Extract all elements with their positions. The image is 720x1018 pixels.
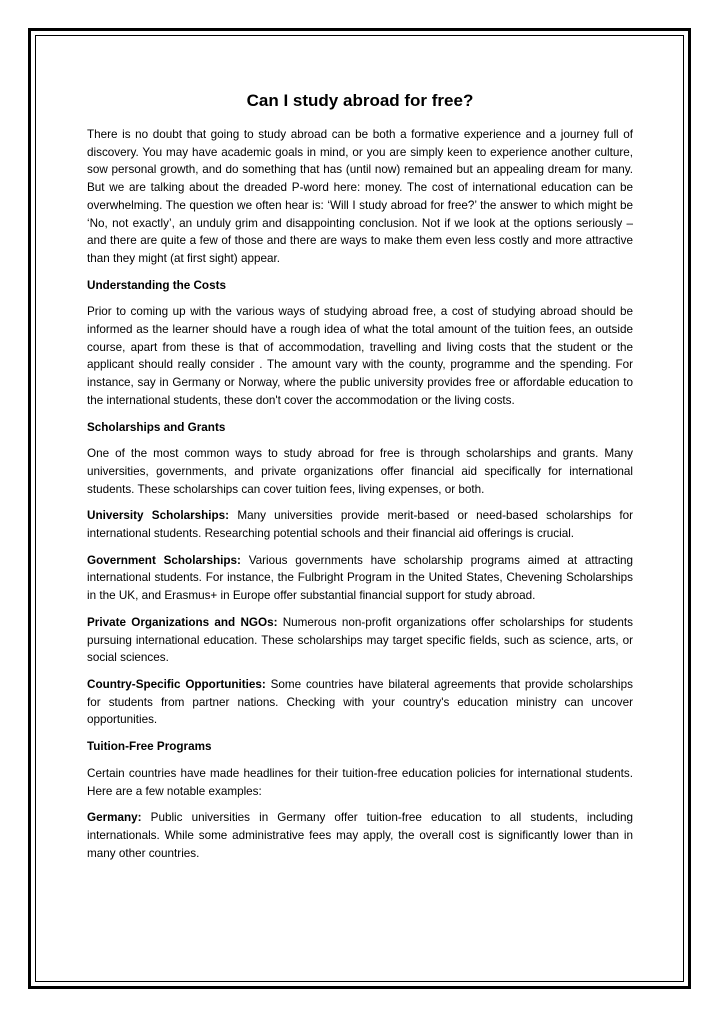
scholarships-paragraph: One of the most common ways to study abroad for free is through scholarships and grants. Many universities, governments, and private organizations offer financial aid specifically for international students. These scholarships can cover tuition fees, living expenses, or both. [87,447,633,496]
tuition-free-item-text: Public universities in Germany offer tuition-free education to all students, including internationals. While some administrative fees may apply, the overall cost is significantly lower than in many other countries. [87,811,633,860]
scholarship-item-label: Government Scholarships: [87,553,241,567]
tuition-free-paragraph: Certain countries have made headlines for their tuition-free education policies for international students. Here are a few notable examples: [87,766,633,798]
tuition-free-item-germany [87,809,633,862]
section-heading-costs: Understanding the Costs [87,278,226,292]
costs-paragraph: Prior to coming up with the various ways of studying abroad free, a cost of studying abroad should be informed as the learner should have a rough idea of what the total amount of the tuition fees, an outside course, apart from these is that of accommodation, travelling and living costs that the student or the applicant should really consider . The amount vary with the county, programme and the spending. For instance, say in Germany or Norway, where the public university provides free or affordable education to the international students, these don't cover the accommodation or the living costs. [87,305,633,407]
scholarship-item-government [87,552,633,605]
scholarship-item-text: Numerous non-profit organizations offer scholarships for students pursuing international education. These scholarships may target specific fields, such as science, arts, or social sciences. [87,615,633,665]
scholarship-item-text: Some countries have bilateral agreements that provide scholarships for students from partner nations. Checking with your country's education ministry can uncover opportunities. [87,677,633,727]
scholarship-item-university [87,507,633,542]
scholarship-item-label: Private Organizations and NGOs: [87,615,278,629]
scholarship-item-private [87,614,633,667]
scholarship-item-label: Country-Specific Opportunities: [87,677,266,691]
scholarship-item-label: University Scholarships: [87,509,230,523]
scholarship-item-country [87,676,633,729]
document-body [87,90,633,871]
tuition-free-item-label: Germany: [87,811,142,825]
scholarship-item-text: Various governments have scholarship programs aimed at attracting international students. For instance, the Fulbright Program in the United States, Chevening Scholarships in the UK, and Erasmus+ in Europe offer substantial financial support for study abroad. [87,553,633,603]
document-title: Can I study abroad for free? [246,91,474,110]
section-heading-scholarships: Scholarships and Grants [87,420,226,434]
intro-paragraph: There is no doubt that going to study abroad can be both a formative experience and a journey full of discovery. You may have academic goals in mind, or you are simply keen to experience another culture, sow personal growth, and do something that has (until now) remained but an appealing dream for many. But we are talking about the dreaded P-word here: money. The cost of international education can be overwhelming. The question we often hear is: ‘Will I study abroad for free?’ the answer to which might be ‘No, not exactly’, an unduly grim and disappointing conclusion. Not if we look at the options seriously – and there are quite a few of those and there are ways to make them even less costly and more attractive than they might (at first sight) appear. [87,128,633,265]
scholarship-item-text: Many universities provide merit-based or need-based scholarships for international students. Researching potential schools and their financial aid offerings is crucial. [87,509,633,541]
section-heading-tuition-free: Tuition-Free Programs [87,740,212,754]
